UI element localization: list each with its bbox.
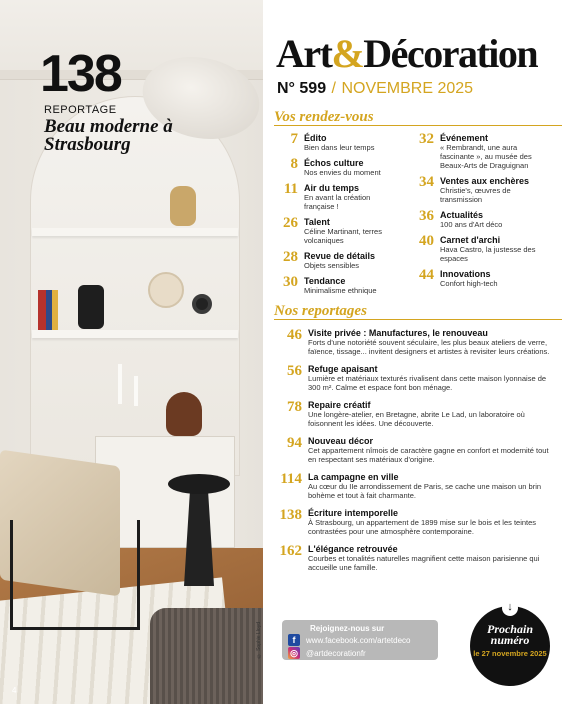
facebook-icon: f [288,634,300,646]
toc-desc: Lumière et matériaux texturés rivalisent dans cette maison lyonnaise de 300 m². Calme et espace font bon ménage. [308,374,547,392]
toc-item[interactable] [272,276,412,295]
pouf [150,608,263,704]
toc-item[interactable] [272,251,412,270]
toc-desc: Hava Castro, la justesse des espaces [440,245,536,263]
toc-item[interactable] [272,158,412,177]
toc-page: 28 [283,249,298,265]
page-number: 4 [12,686,17,695]
toc-page: 138 [279,507,302,523]
issue-line: N° 599 / NOVEMBRE 2025 [277,80,474,97]
toc-title: Repaire créatif [308,400,371,410]
toc-item[interactable] [408,269,564,288]
social-heading: Rejoignez-nous sur [310,624,385,633]
instagram-link[interactable] [288,647,432,659]
cover-story-page[interactable]: 138 [40,45,121,103]
toc-desc: Confort high-tech [440,279,498,288]
toc-title: Refuge apaisant [308,364,378,374]
toc-desc: Forts d'une notoriété souvent séculaire, les plus beaux ateliers de verre, faïence, tissage... invitent designers et artistes à revisiter leurs créations. [308,338,550,356]
next-issue-badge [470,601,550,686]
shelf [32,228,238,236]
arrow-down-icon: ↓ [502,600,518,616]
issue-number: N° 599 [277,80,327,97]
toc-desc: Objets sensibles [304,261,360,270]
black-sculpture [78,285,104,329]
toc-title: Écriture intemporelle [308,508,399,518]
facebook-link[interactable] [288,634,432,646]
toc-page: 36 [419,208,434,224]
ceramic-vase [170,186,196,226]
rendez-vous-right [408,133,564,294]
toc-title: La campagne en ville [308,472,399,482]
shelf [32,330,238,338]
toc-desc: 100 ans d'Art déco [440,220,503,229]
toc-item[interactable] [272,183,412,211]
toc-desc: À Strasbourg, un appartement de 1899 mise sur le bois et les teintes contrastées pour une atmosphère contemporaine. [308,518,537,536]
toc-title: Innovations [440,269,491,279]
chair-frame [10,520,140,630]
brand-logo: Art&Décoration [276,31,538,76]
toc-page: 11 [283,181,298,197]
toc-title: Air du temps [304,183,360,193]
toc-page: 56 [287,363,302,379]
next-issue-date: le 27 novembre 2025 [473,649,547,658]
toc-item[interactable] [276,436,566,464]
toc-title: Tendance [304,276,346,286]
decor-disc-black [192,294,212,314]
photo-credit: © Sophie Lloyd [256,622,262,659]
toc-title: Nouveau décor [308,436,374,446]
toc-item[interactable] [276,508,566,536]
toc-page: 32 [419,131,434,147]
toc-title: Ventes aux enchères [440,176,530,186]
toc-page: 44 [419,267,434,283]
toc-item[interactable] [276,364,566,392]
toc-item[interactable] [276,400,566,428]
toc-item[interactable] [408,235,564,263]
toc-item[interactable] [276,472,566,500]
social-box [282,620,438,660]
toc-page: 40 [419,233,434,249]
toc-desc: Cet appartement nîmois de caractère gagne en confort et modernité tout en respectant ses matériaux d'origine. [308,446,549,464]
toc-desc: Courbes et tonalités naturelles magnifient cette maison parisienne qui accueille une famille. [308,554,540,572]
rendez-vous-left [272,133,412,301]
section-heading-reportages: Nos reportages [274,304,562,320]
toc-desc: Nos envies du moment [304,168,381,177]
toc-desc: En avant la création française ! [304,193,371,211]
toc-desc: Au cœur du IIe arrondissement de Paris, se cache une maison un brin bohème et tout à fait charmante. [308,482,542,500]
toc-desc: « Rembrandt, une aura fascinante », au musée des Beaux-Arts de Draguignan [440,143,532,170]
toc-item[interactable] [408,133,564,170]
toc-title: Événement [440,133,489,143]
toc-item[interactable] [276,328,566,356]
toc-item[interactable] [408,210,564,229]
toc-page: 46 [287,327,302,343]
toc-page: 94 [287,435,302,451]
facebook-url: www.facebook.com/artetdeco [306,635,411,645]
cover-story-title[interactable]: Beau moderne à Strasbourg [44,116,173,155]
toc-page: 30 [283,274,298,290]
toc-title: Échos culture [304,158,364,168]
candle [134,376,138,406]
toc-item[interactable] [272,133,412,152]
cover-photo [0,0,263,704]
toc-desc: Une longère-atelier, en Bretagne, abrite Le Lad, un laboratoire où foisonnent les idées. Une découverte. [308,410,525,428]
toc-title: Visite privée : Manufactures, le renouveau [308,328,488,338]
toc-desc: Minimalisme ethnique [304,286,377,295]
toc-page: 7 [290,131,298,147]
next-issue-label: Prochain numéro [486,622,533,647]
toc-page: 162 [279,543,302,559]
toc-item[interactable] [272,217,412,245]
toc-page: 26 [283,215,298,231]
books [38,290,58,330]
toc-title: Édito [304,133,327,143]
toc-page: 78 [287,399,302,415]
candle [118,364,122,404]
side-table [168,474,230,494]
toc-desc: Bien dans leur temps [304,143,375,152]
toc-title: Carnet d'archi [440,235,501,245]
decor-disc [148,272,184,308]
toc-item[interactable] [276,544,566,572]
instagram-handle: @artdecorationfr [306,648,366,658]
cover-story-kicker: REPORTAGE [44,104,117,116]
instagram-icon: ◎ [288,647,300,659]
issue-date: NOVEMBRE 2025 [341,80,474,97]
toc-page: 8 [290,156,298,172]
reportages-list [276,328,566,580]
toc-title: Revue de détails [304,251,376,261]
toc-desc: Christie's, œuvres de transmission [440,186,511,204]
toc-title: Actualités [440,210,484,220]
toc-title: L'élégance retrouvée [308,544,398,554]
brown-vase [166,392,202,436]
toc-item[interactable] [408,176,564,204]
toc-page: 34 [419,174,434,190]
toc-desc: Céline Martinant, terres volcaniques [304,227,382,245]
section-heading-rendez-vous: Vos rendez-vous [274,110,562,126]
toc-page: 114 [280,471,302,487]
toc-title: Talent [304,217,330,227]
